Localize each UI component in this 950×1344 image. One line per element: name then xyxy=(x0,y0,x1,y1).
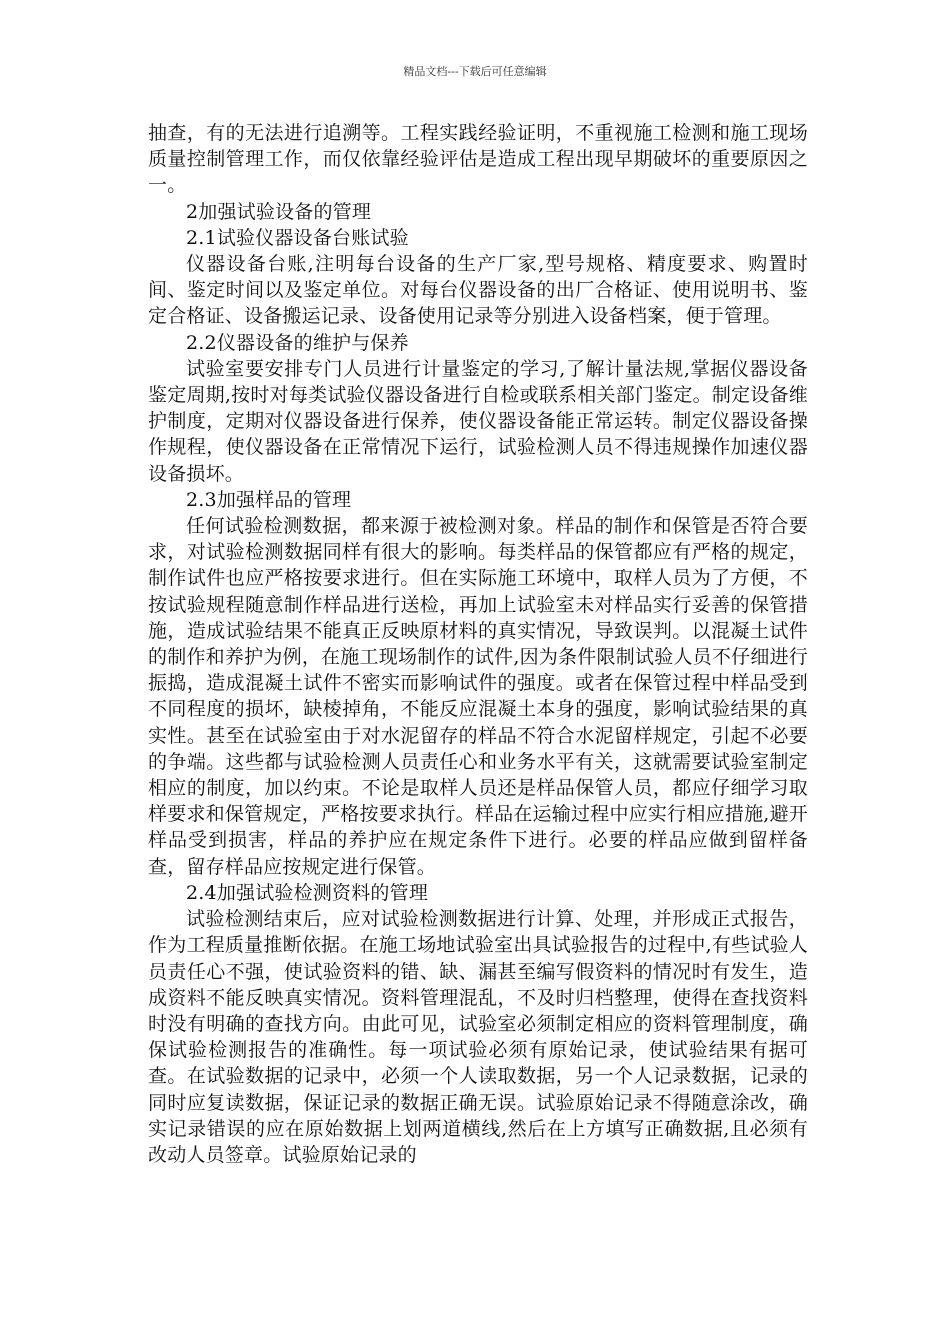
subsection-heading: 2.3加强样品的管理 xyxy=(186,488,352,511)
body-paragraph: 试验检测结束后，应对试验检测数据进行计算、处理，并形成正式报告，作为工程质量推断依据。在施工场地试验室出具试验报告的过程中,有些试验人员责任心不强，使试验资料的错、缺、漏甚至编写假资料的情况时有发生，造成资料不能反映真实情况。资料管理混乱，不及时归档整理，使得在查找资料时没有明确的查找方向。由此可见，试验室必须制定相应的资料管理制度，确保试验检测报告的准确性。每一项试验必须有原始记录，使试验结果有据可查。在试验数据的记录中，必须一个人读取数据，另一个人记录数据，记录的同时应复读数据，保证记录的数据正确无误。试验原始记录不得随意涂改，确实记录错误的应在原始数据上划两道横线,然后在上方填写正确数据,且必须有改动人员签章。试验原始记录的 xyxy=(148,908,808,1166)
body-paragraph: 试验室要安排专门人员进行计量鉴定的学习,了解计量法规,掌据仪器设备鉴定周期,按时对每类试验仪器设备进行自检或联系相关部门鉴定。制定设备维护制度，定期对仪器设备进行保养，使仪器设备能正常运转。制定仪器设备操作规程，使仪器设备在正常情况下运行，试验检测人员不得违规操作加速仪器设备损坏。 xyxy=(148,357,808,485)
body-paragraph: 任何试验检测数据，都来源于被检测对象。样品的制作和保管是否符合要求，对试验检测数据同样有很大的影响。每类样品的保管都应有严格的规定，制作试件也应严格按要求进行。但在实际施工环境中，取样人员为了方便，不按试验规程随意制作样品进行送检，再加上试验室未对样品实行妥善的保管措施，造成试验结果不能真正反映原材料的真实情况，导致误判。以混凝土试件的制作和养护为例，在施工现场制作的试件,因为条件限制试验人员不仔细进行振捣，造成混凝土试件不密实而影响试件的强度。或者在保管过程中样品受到不同程度的损坏，缺棱掉角，不能反应混凝土本身的强度，影响试验结果的真实性。甚至在试验室由于对水泥留存的样品不符合水泥留样规定，引起不必要的争端。这些都与试验检测人员责任心和业务水平有关，这就需要试验室制定相应的制度，加以约束。不论是取样人员还是样品保管人员，都应仔细学习取样要求和保管规定，严格按要求执行。样品在运输过程中应实行相应措施,避开样品受到损害，样品的养护应在规定条件下进行。必要的样品应做到留样备查，留存样品应按规定进行保管。 xyxy=(148,515,808,878)
page-header: 精品文档---下载后可任意编辑 xyxy=(403,65,547,78)
subsection-heading: 2.1试验仪器设备台账试验 xyxy=(186,226,409,249)
subsection-heading: 2.4加强试验检测资料的管理 xyxy=(186,881,429,904)
document-body xyxy=(148,120,808,1168)
body-paragraph: 抽查，有的无法进行追溯等。工程实践经验证明，不重视施工检测和施工现场质量控制管理工作，而仅依靠经验评估是造成工程出现早期破坏的重要原因之一。 xyxy=(148,122,808,197)
subsection-heading: 2.2仪器设备的维护与保养 xyxy=(186,331,409,354)
body-paragraph: 仪器设备台账,注明每台设备的生产厂家,型号规格、精度要求、购置时间、鉴定时间以及鉴定单位。对每台仪器设备的出厂合格证、使用说明书、鉴定合格证、设备搬运记录、设备使用记录等分别进入设备档案，便于管理。 xyxy=(148,253,808,328)
section-heading: 2加强试验设备的管理 xyxy=(186,200,372,223)
